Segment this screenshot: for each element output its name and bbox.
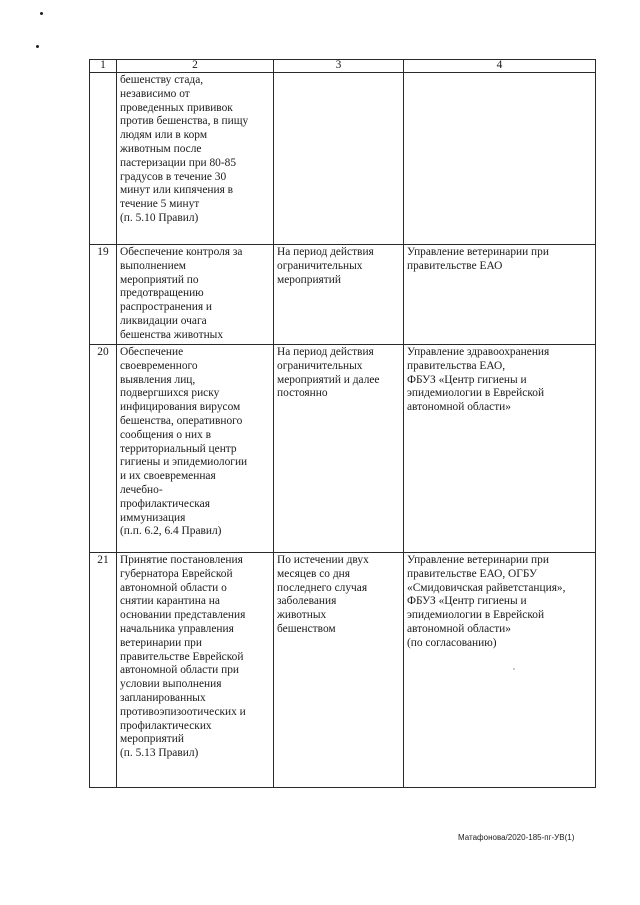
scan-dot-top (40, 12, 43, 15)
measure-cell: Обеспечение своевременного выявления лиц, подвергшихся риску инфицирования вирусом бешенства, оперативного сообщения о них в территориальный центр гигиены и эпидемиологии и их своевременная лечебно- профилактическая иммунизация (п.п. 6.2, 6.4 Правил) (117, 345, 274, 553)
measures-table (89, 59, 596, 788)
term-cell (274, 73, 404, 245)
measure-cell: Обеспечение контроля за выполнением мероприятий по предотвращению распространения и ликвидации очага бешенства животных (117, 245, 274, 345)
table-row (90, 345, 596, 553)
table-row (90, 73, 596, 245)
measure-cell: бешенству стада, независимо от проведенных прививок против бешенства, в пищу людям или в корм животным после пастеризации при 80-85 градусов в течение 30 минут или кипячения в течение 5 минут (п. 5.10 Правил) (117, 73, 274, 245)
term-cell: По истечении двух месяцев со дня последнего случая заболевания животных бешенством (274, 553, 404, 788)
responsible-cell (404, 73, 596, 245)
table-row (90, 245, 596, 345)
header-col-2: 2 (117, 60, 274, 73)
header-col-1: 1 (90, 60, 117, 73)
header-col-3: 3 (274, 60, 404, 73)
row-number (90, 73, 117, 245)
measure-cell: Принятие постановления губернатора Еврейской автономной области о снятии карантина на основании представления начальника управления ветеринарии при правительстве Еврейской автономной области при условии выполнения запланированных противоэпизоотических и профилактических мероприятий (п. 5.13 Правил) (117, 553, 274, 788)
header-col-4: 4 (404, 60, 596, 73)
table-header-row (90, 60, 596, 73)
row-number: 19 (90, 245, 117, 345)
term-cell: На период действия ограничительных мероприятий (274, 245, 404, 345)
term-cell: На период действия ограничительных мероприятий и далее постоянно (274, 345, 404, 553)
document-code: Матафонова/2020-185-пг-УВ(1) (458, 833, 575, 842)
responsible-cell: Управление ветеринарии при правительстве ЕАО, ОГБУ «Смидовичская райветстанция», ФБУЗ «Центр гигиены и эпидемиологии в Еврейской автономной области» (по согласованию) (404, 553, 596, 788)
row-number: 20 (90, 345, 117, 553)
responsible-cell: Управление здравоохранения правительства ЕАО, ФБУЗ «Центр гигиены и эпидемиологии в Еврейской автономной области» (404, 345, 596, 553)
row-number: 21 (90, 553, 117, 788)
scan-dot-left (36, 45, 39, 48)
table-row (90, 553, 596, 788)
responsible-cell: Управление ветеринарии при правительстве ЕАО (404, 245, 596, 345)
